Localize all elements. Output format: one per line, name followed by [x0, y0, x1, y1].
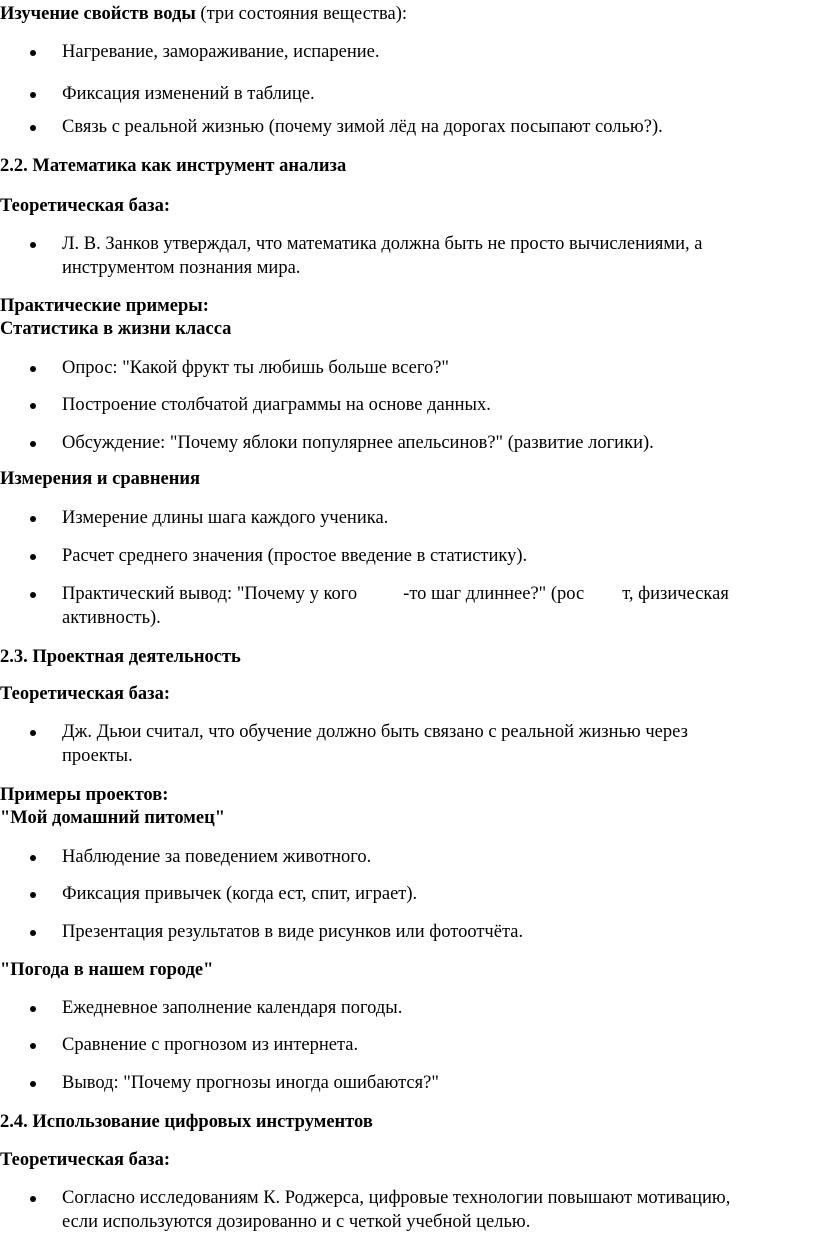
theory-label: Теоретическая база:: [0, 1150, 171, 1170]
bullet-icon: [30, 50, 36, 56]
bullet-icon: [30, 516, 36, 522]
list-item-text: Связь с реальной жизнью (почему зимой лёд на дорогах посыпают солью?).: [62, 117, 663, 137]
bullet-icon: [30, 441, 36, 447]
bullet-icon: [30, 125, 36, 131]
bullet-icon: [30, 730, 36, 736]
list-item-text: Наблюдение за поведением животного.: [62, 847, 372, 867]
list-item-text-cont: инструментом познания мира.: [62, 258, 301, 278]
practice-label: Практические примеры:: [0, 296, 209, 316]
list-item-text: Построение столбчатой диаграммы на основе данных.: [62, 395, 491, 415]
list-item-text: Сравнение с прогнозом из интернета.: [62, 1035, 359, 1055]
list-item-text: Фиксация привычек (когда ест, спит, играет).: [62, 884, 418, 904]
pet-title: "Мой домашний питомец": [0, 808, 226, 828]
bullet-icon: [30, 855, 36, 861]
list-item-text-part: -то шаг длиннее?" (рос: [403, 584, 585, 604]
measure-title: Измерения и сравнения: [0, 469, 201, 489]
list-item-text-cont: если используются дозированно и с четкой учебной целью.: [62, 1212, 531, 1232]
bullet-icon: [30, 892, 36, 898]
bullet-icon: [30, 366, 36, 372]
list-item-text: Л. В. Занков утверждал, что математика должна быть не просто вычислениями, а: [62, 234, 703, 254]
list-item-text: Дж. Дьюи считал, что обучение должно быть связано с реальной жизнью через: [62, 722, 688, 742]
list-item-text: Согласно исследованиям К. Роджерса, цифровые технологии повышают мотивацию,: [62, 1188, 731, 1208]
section-title-2-4: 2.4. Использование цифровых инструментов: [0, 1112, 373, 1132]
list-item-text: Ежедневное заполнение календаря погоды.: [62, 998, 403, 1018]
bullet-icon: [30, 403, 36, 409]
bullet-icon: [30, 1006, 36, 1012]
list-item-text-part: Практический вывод: "Почему у кого: [62, 584, 358, 604]
water-heading: [0, 2, 407, 26]
list-item-text: Измерение длины шага каждого ученика.: [62, 508, 389, 528]
bullet-icon: [30, 592, 36, 598]
water-heading-rest: (три состояния вещества):: [195, 4, 408, 24]
bullet-icon: [30, 930, 36, 936]
stats-title: Статистика в жизни класса: [0, 319, 232, 339]
bullet-icon: [30, 1081, 36, 1087]
list-item-text-cont: активность).: [62, 608, 161, 628]
theory-label: Теоретическая база:: [0, 684, 171, 704]
section-title-2-2: 2.2. Математика как инструмент анализа: [0, 156, 347, 176]
bullet-icon: [30, 554, 36, 560]
theory-label: Теоретическая база:: [0, 196, 171, 216]
list-item-text: Нагревание, замораживание, испарение.: [62, 42, 380, 62]
section-title-2-3: 2.3. Проектная деятельность: [0, 647, 241, 667]
list-item-text: Презентация результатов в виде рисунков или фотоотчёта.: [62, 922, 524, 942]
bullet-icon: [30, 1196, 36, 1202]
list-item-text: Вывод: "Почему прогнозы иногда ошибаются?": [62, 1073, 439, 1093]
list-item-text-cont: проекты.: [62, 746, 133, 766]
list-item-text: Опрос: "Какой фрукт ты любишь больше всего?": [62, 358, 449, 378]
list-item-text: [62, 582, 729, 606]
bullet-icon: [30, 92, 36, 98]
list-item-text: Обсуждение: "Почему яблоки популярнее апельсинов?" (развитие логики).: [62, 433, 654, 453]
water-heading-bold: Изучение свойств воды: [0, 4, 196, 24]
weather-title: "Погода в нашем городе": [0, 960, 214, 980]
list-item-text-part: т, физическая: [622, 584, 729, 604]
list-item-text: Фиксация изменений в таблице.: [62, 84, 315, 104]
list-item-text: Расчет среднего значения (простое введение в статистику).: [62, 546, 528, 566]
bullet-icon: [30, 242, 36, 248]
bullet-icon: [30, 1043, 36, 1049]
examples-label: Примеры проектов:: [0, 785, 169, 805]
